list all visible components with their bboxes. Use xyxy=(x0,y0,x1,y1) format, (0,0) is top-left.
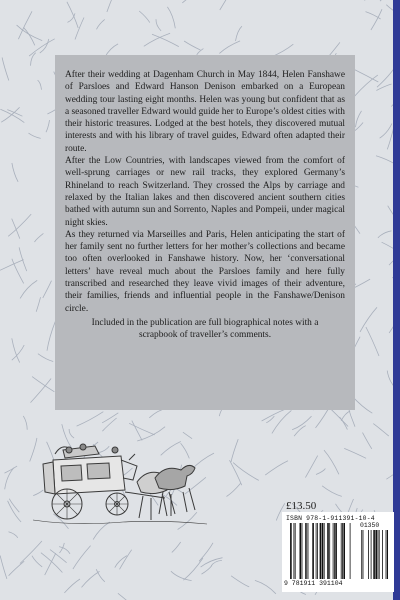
sketch-stroke xyxy=(12,219,20,239)
sketch-stroke xyxy=(20,541,42,564)
sketch-stroke xyxy=(82,571,100,587)
sketch-stroke xyxy=(220,0,234,10)
barcode-bar xyxy=(335,523,337,579)
sketch-stroke xyxy=(38,354,53,362)
sketch-stroke xyxy=(40,39,49,53)
sketch-stroke xyxy=(341,411,350,421)
sketch-stroke xyxy=(182,0,199,3)
sketch-stroke xyxy=(305,456,317,478)
sketch-stroke xyxy=(167,7,175,28)
barcode-bar xyxy=(320,523,322,579)
sketch-stroke xyxy=(96,569,105,582)
sketch-stroke xyxy=(365,0,380,1)
sketch-stroke xyxy=(41,553,63,573)
blurb-paragraph-1: After their wedding at Dagenham Church in May 1844, Helen Fanshawe of Parsloes and Edward Hanson Denison embarked on a European wedding tour lasting eight months. Helen was young but confident that as a seasoned traveller Edward would guide her to Europe’s oldest cities with their historic treasures. Lodged at the best hotels, they discovered mutual interests and with his library of travel guides, Edward often adapted their route. xyxy=(65,70,345,154)
sketch-stroke xyxy=(294,426,306,437)
sketch-stroke xyxy=(156,19,161,31)
sketch-stroke xyxy=(107,0,112,12)
sketch-stroke xyxy=(46,120,50,132)
isbn-barcode-block xyxy=(282,512,394,592)
sketch-stroke xyxy=(211,560,222,566)
isbn-label: ISBN 978-1-911391-10-4 xyxy=(286,515,375,522)
sketch-stroke xyxy=(0,260,24,271)
barcode-bar xyxy=(305,523,306,579)
sketch-stroke xyxy=(115,556,127,568)
barcode-addon-bars xyxy=(360,530,388,579)
sketch-stroke xyxy=(29,133,41,138)
barcode-bar xyxy=(363,530,364,579)
sketch-stroke xyxy=(322,486,342,497)
sketch-stroke xyxy=(73,546,91,570)
barcode-bar xyxy=(371,530,372,579)
barcode-bar xyxy=(379,530,380,579)
sketch-stroke xyxy=(354,69,379,82)
sketch-stroke xyxy=(75,18,84,40)
sketch-stroke xyxy=(366,327,379,356)
barcode-bar xyxy=(342,523,343,579)
barcode-digits: 9 781911 391104 xyxy=(284,580,343,587)
sketch-stroke xyxy=(32,556,42,567)
barcode-bar xyxy=(343,523,345,579)
sketch-stroke xyxy=(236,26,242,41)
sketch-stroke xyxy=(373,424,389,437)
sketch-stroke xyxy=(380,124,392,139)
sketch-stroke xyxy=(9,532,18,538)
barcode-bar xyxy=(350,523,351,579)
barcode-bar xyxy=(317,523,318,579)
stagecoach-illustration xyxy=(25,420,215,535)
sketch-stroke xyxy=(38,80,42,90)
sketch-stroke xyxy=(43,281,52,298)
sketch-stroke xyxy=(118,593,137,600)
sketch-stroke xyxy=(380,0,387,1)
barcode-bar xyxy=(316,523,317,579)
barcode-bar xyxy=(327,523,329,579)
sketch-stroke xyxy=(97,19,105,29)
sketch-stroke xyxy=(183,558,203,580)
sketch-stroke xyxy=(360,307,377,332)
sketch-stroke xyxy=(316,469,325,475)
blurb-closing-note: Included in the publication are full biographical notes with a scrapbook of traveller’s comments. xyxy=(91,317,319,341)
barcode-main-bars xyxy=(288,523,354,579)
sketch-stroke xyxy=(219,41,240,54)
barcode-bar xyxy=(312,523,314,579)
sketch-stroke xyxy=(19,247,27,271)
sketch-stroke xyxy=(17,25,43,40)
sketch-stroke xyxy=(64,579,80,593)
sketch-stroke xyxy=(265,461,288,475)
sketch-stroke xyxy=(376,84,391,91)
sketch-stroke xyxy=(35,233,44,242)
sketch-stroke xyxy=(266,416,274,423)
sketch-stroke xyxy=(20,280,37,298)
barcode-bar xyxy=(333,523,334,579)
sketch-stroke xyxy=(344,448,366,458)
sketch-stroke xyxy=(9,499,19,513)
blurb-paragraph-3: As they returned via Marseilles and Paris, Helen anticipating the start of her family sent no further letters for her mother’s collections and became too often overlooked in Fanshawe history. Now, her ‘conversational letters’ have reveal much about the Parsloes family and here fully transcribed and researched they leave vivid images of their adventure, their families, friends and influential people in the Fanshawe/Denison circle. xyxy=(65,229,345,314)
blurb-paragraph-2: After the Low Countries, with landscapes viewed from the comfort of well-sprung carriages or new rail tracks, they explored Germany’s Rhineland to reach Switzerland. They crossed the Alps by carriage and relaxed by the Italian lakes and then discovered ancient southern cities bathed with autumn sun and Sorrento, Naples and Pompeii, under magical night skies. xyxy=(65,156,345,228)
barcode-bar xyxy=(324,523,325,579)
sketch-stroke xyxy=(231,439,238,462)
sketch-stroke xyxy=(8,214,31,236)
sketch-stroke xyxy=(356,111,362,127)
barcode-bar xyxy=(373,530,375,579)
barcode-bar xyxy=(294,523,295,579)
sketch-stroke xyxy=(199,543,213,562)
barcode-bar xyxy=(306,523,307,579)
barcode-bar xyxy=(386,530,387,579)
barcode-addon-digits: 01350 xyxy=(360,522,380,529)
spine-edge xyxy=(393,0,400,600)
sketch-stroke xyxy=(324,450,339,474)
sketch-stroke xyxy=(0,556,7,579)
sketch-stroke xyxy=(255,580,276,593)
barcode-bar xyxy=(300,523,302,579)
sketch-stroke xyxy=(59,547,70,554)
sketch-stroke xyxy=(68,13,76,22)
barcode-bar xyxy=(382,530,383,579)
sketch-stroke xyxy=(363,433,372,449)
barcode-bar xyxy=(334,523,335,579)
barcode-bar xyxy=(322,523,324,579)
blurb-panel xyxy=(55,55,355,410)
barcode-bar xyxy=(361,530,362,579)
barcode-bar xyxy=(302,523,303,579)
sketch-stroke xyxy=(7,110,22,117)
sketch-stroke xyxy=(184,41,200,50)
sketch-stroke xyxy=(36,297,40,312)
sketch-stroke xyxy=(202,566,212,575)
barcode-bar xyxy=(341,523,342,579)
barcode-bar xyxy=(295,523,296,579)
sketch-stroke xyxy=(67,2,78,28)
sketch-stroke xyxy=(152,34,179,46)
barcode-bar xyxy=(375,530,377,579)
sketch-stroke xyxy=(31,379,52,403)
sketch-stroke xyxy=(233,463,259,481)
sketch-stroke xyxy=(371,9,382,30)
sketch-stroke xyxy=(378,231,392,238)
barcode-bar xyxy=(387,530,388,579)
barcode-bar xyxy=(329,523,330,579)
barcode-bar xyxy=(368,530,369,579)
price-label: £13.50 xyxy=(286,500,317,512)
sketch-stroke xyxy=(227,483,241,496)
sketch-stroke xyxy=(231,576,249,587)
sketch-stroke xyxy=(9,561,25,576)
sketch-stroke xyxy=(172,542,181,552)
sketch-stroke xyxy=(50,550,67,563)
barcode-bar xyxy=(378,530,379,579)
sketch-stroke xyxy=(1,107,19,122)
sketch-stroke xyxy=(139,11,150,23)
barcode-bar xyxy=(308,523,309,579)
sketch-stroke xyxy=(366,12,381,19)
sketch-stroke xyxy=(230,460,242,485)
sketch-stroke xyxy=(12,163,18,182)
sketch-stroke xyxy=(355,75,378,96)
barcode-bar xyxy=(290,523,292,579)
sketch-stroke xyxy=(2,58,9,81)
